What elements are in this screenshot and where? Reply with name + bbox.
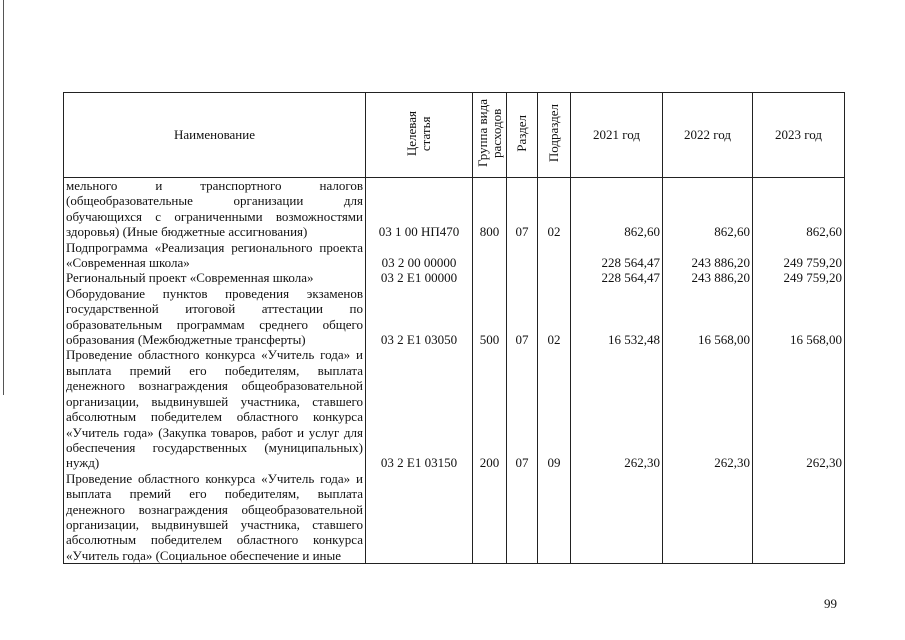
header-2023: 2023 год xyxy=(753,93,845,178)
cell-section: 07 xyxy=(507,347,538,470)
cell-y2021: 262,30 xyxy=(571,347,663,470)
cell-y2023: 249 759,20 xyxy=(753,270,845,285)
header-row xyxy=(64,93,845,178)
header-target: Целевая статья xyxy=(366,93,473,178)
table-row xyxy=(64,286,845,348)
cell-y2021: 862,60 xyxy=(571,178,663,240)
cell-group xyxy=(473,471,507,564)
table-row xyxy=(64,471,845,564)
cell-y2023: 262,30 xyxy=(753,347,845,470)
cell-name: мельного и транспортного налогов (общеобразовательные организации для обучающихся с ограниченными возможностями здоровья) (Иные бюджетные ассигнования) xyxy=(64,178,366,240)
cell-target: 03 2 E1 03050 xyxy=(366,286,473,348)
cell-group: 500 xyxy=(473,286,507,348)
cell-target: 03 1 00 НП470 xyxy=(366,178,473,240)
table-row xyxy=(64,178,845,240)
cell-subsection: 02 xyxy=(538,286,571,348)
cell-section xyxy=(507,270,538,285)
table-row xyxy=(64,270,845,285)
cell-y2021 xyxy=(571,471,663,564)
cell-subsection: 02 xyxy=(538,178,571,240)
cell-subsection xyxy=(538,471,571,564)
cell-subsection xyxy=(538,270,571,285)
cell-target xyxy=(366,471,473,564)
budget-table xyxy=(63,92,845,564)
cell-target: 03 2 E1 00000 xyxy=(366,270,473,285)
cell-y2023 xyxy=(753,471,845,564)
margin-rule xyxy=(3,0,4,395)
cell-y2023: 16 568,00 xyxy=(753,286,845,348)
cell-subsection xyxy=(538,240,571,271)
header-group: Группа вида расходов xyxy=(473,93,507,178)
cell-y2022: 262,30 xyxy=(663,347,753,470)
cell-y2022: 243 886,20 xyxy=(663,240,753,271)
cell-name: Подпрограмма «Реализация регионального проекта «Современная школа» xyxy=(64,240,366,271)
cell-name: Проведение областного конкурса «Учитель года» и выплата премий его победителям, выплата денежного вознаграждения общеобразовательной организации, выдвинувшей участника, ставшего абсолютным победителем областного конкурса «Учитель года» (Закупка товаров, работ и услуг для обеспечения государственных (муниципальных) нужд) xyxy=(64,347,366,470)
cell-name: Оборудование пунктов проведения экзаменов государственной итоговой аттестации по образовательным программам среднего общего образования (Межбюджетные трансферты) xyxy=(64,286,366,348)
cell-y2023: 249 759,20 xyxy=(753,240,845,271)
table-row xyxy=(64,347,845,470)
cell-group xyxy=(473,270,507,285)
cell-section xyxy=(507,240,538,271)
cell-y2021: 228 564,47 xyxy=(571,270,663,285)
cell-group: 200 xyxy=(473,347,507,470)
header-2022: 2022 год xyxy=(663,93,753,178)
table-row xyxy=(64,240,845,271)
cell-target: 03 2 00 00000 xyxy=(366,240,473,271)
cell-name: Проведение областного конкурса «Учитель года» и выплата премий его победителям, выплата денежного вознаграждения общеобразовательной организации, выдвинувшей участника, ставшего абсолютным победителем областного конкурса «Учитель года» (Социальное обеспечение и иные xyxy=(64,471,366,564)
cell-y2022: 16 568,00 xyxy=(663,286,753,348)
header-subsection: Подраздел xyxy=(538,93,571,178)
cell-name: Региональный проект «Современная школа» xyxy=(64,270,366,285)
cell-section: 07 xyxy=(507,286,538,348)
cell-section: 07 xyxy=(507,178,538,240)
cell-target: 03 2 E1 03150 xyxy=(366,347,473,470)
table-body xyxy=(64,178,845,564)
cell-y2022: 862,60 xyxy=(663,178,753,240)
cell-group xyxy=(473,240,507,271)
page-number: 99 xyxy=(824,596,837,611)
header-name: Наименование xyxy=(64,93,366,178)
cell-y2022 xyxy=(663,471,753,564)
cell-y2023: 862,60 xyxy=(753,178,845,240)
cell-y2022: 243 886,20 xyxy=(663,270,753,285)
cell-subsection: 09 xyxy=(538,347,571,470)
header-2021: 2021 год xyxy=(571,93,663,178)
cell-y2021: 16 532,48 xyxy=(571,286,663,348)
header-section: Раздел xyxy=(507,93,538,178)
cell-section xyxy=(507,471,538,564)
cell-group: 800 xyxy=(473,178,507,240)
cell-y2021: 228 564,47 xyxy=(571,240,663,271)
